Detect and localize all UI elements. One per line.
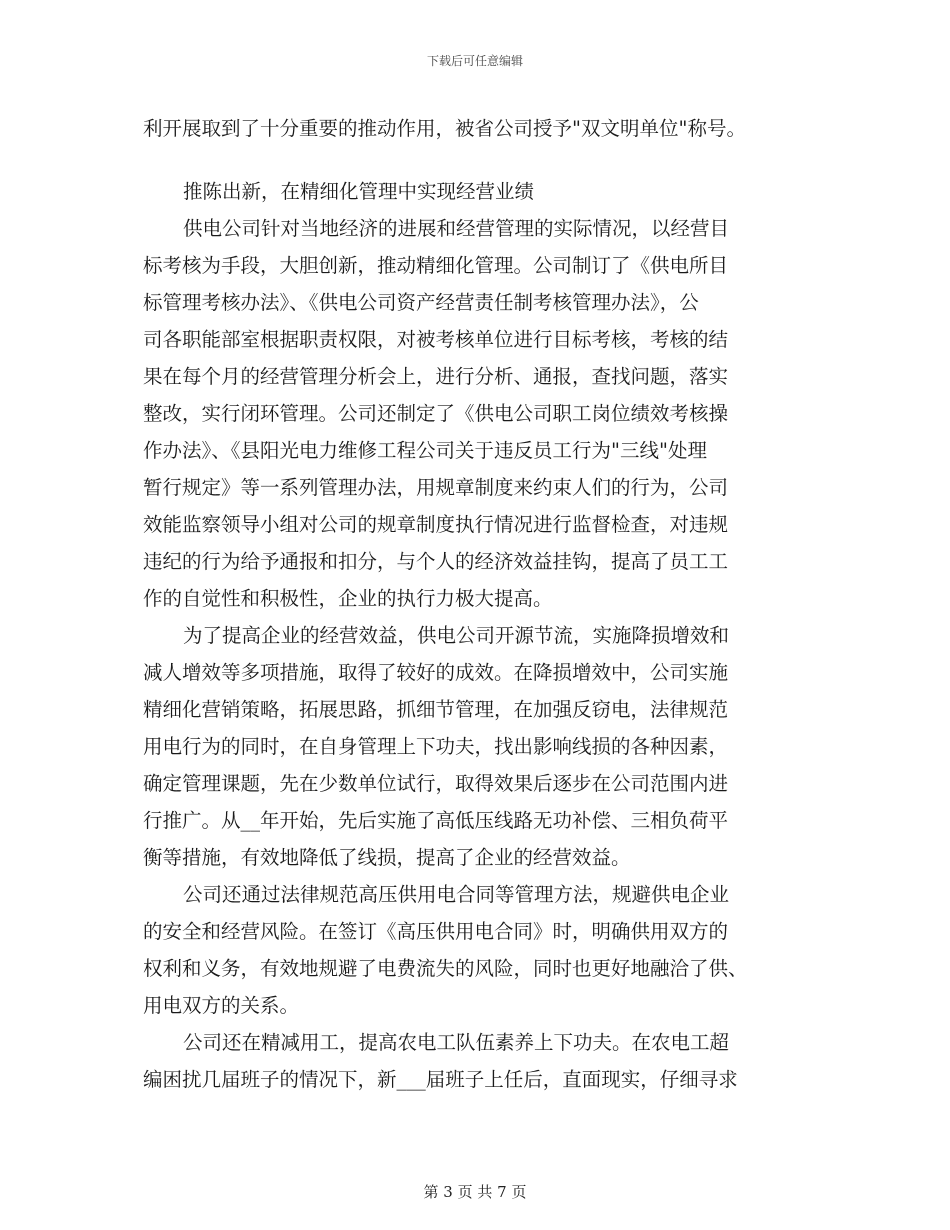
paragraph-line: 公司还在精减用工，提高农电工队伍素养上下功夫。在农电工超 bbox=[183, 1031, 730, 1054]
paragraph-line: 精细化营销策略，拓展思路，抓细节管理，在加强反窃电，法律规范 bbox=[143, 698, 729, 721]
paragraph-line: 的安全和经营风险。在签订《高压供用电合同》时，明确供用双方的 bbox=[143, 920, 729, 943]
paragraph-line: 编困扰几届班子的情况下，新___届班子上任后，直面现实，仔细寻求 bbox=[143, 1068, 738, 1091]
section-heading: 推陈出新，在精细化管理中实现经营业绩 bbox=[183, 180, 535, 203]
paragraph-line: 司各职能部室根据职责权限，对被考核单位进行目标考核，考核的结 bbox=[143, 328, 729, 351]
paragraph-line: 用电行为的同时，在自身管理上下功夫，找出影响线损的各种因素， bbox=[143, 735, 729, 758]
paragraph-line: 行推广。从__年开始，先后实施了高低压线路无功补偿、三相负荷平 bbox=[143, 809, 729, 832]
paragraph-line: 效能监察领导小组对公司的规章制度执行情况进行监督检查，对违规 bbox=[143, 513, 729, 536]
paragraph-line: 作的自觉性和积极性，企业的执行力极大提高。 bbox=[143, 587, 553, 610]
paragraph-line: 果在每个月的经营管理分析会上，进行分析、通报，查找问题，落实 bbox=[143, 365, 729, 388]
paragraph-line: 减人增效等多项措施，取得了较好的成效。在降损增效中，公司实施 bbox=[143, 661, 729, 684]
paragraph-line: 供电公司针对当地经济的进展和经营管理的实际情况，以经营目 bbox=[183, 217, 730, 240]
paragraph-line: 衡等措施，有效地降低了线损，提高了企业的经营效益。 bbox=[143, 846, 631, 869]
body-line: 利开展取到了十分重要的推动作用，被省公司授予"双文明单位"称号。 bbox=[143, 117, 746, 140]
paragraph-line: 标管理考核办法》、《供电公司资产经营责任制考核管理办法》，公 bbox=[143, 291, 699, 314]
paragraph-line: 标考核为手段，大胆创新，推动精细化管理。公司制订了《供电所目 bbox=[143, 254, 729, 277]
paragraph-line: 暂行规定》等一系列管理办法，用规章制度来约束人们的行为，公司 bbox=[143, 476, 729, 499]
paragraph-line: 公司还通过法律规范高压供用电合同等管理方法，规避供电企业 bbox=[183, 883, 730, 906]
paragraph-line: 作办法》、《县阳光电力维修工程公司关于违反员工行为"三线"处理 bbox=[143, 439, 707, 462]
page-number: 第 3 页 共 7 页 bbox=[423, 1183, 527, 1201]
page-header-note: 下载后可任意编辑 bbox=[426, 54, 523, 68]
paragraph-line: 整改，实行闭环管理。公司还制定了《供电公司职工岗位绩效考核操 bbox=[143, 402, 729, 425]
paragraph-line: 违纪的行为给予通报和扣分，与个人的经济效益挂钩，提高了员工工 bbox=[143, 550, 729, 573]
paragraph-line: 确定管理课题，先在少数单位试行，取得效果后逐步在公司范围内进 bbox=[143, 772, 729, 795]
paragraph-line: 用电双方的关系。 bbox=[143, 994, 300, 1017]
paragraph-line: 为了提高企业的经营效益，供电公司开源节流，实施降损增效和 bbox=[183, 624, 730, 647]
paragraph-line: 权利和义务，有效地规避了电费流失的风险，同时也更好地融洽了供、 bbox=[143, 957, 748, 980]
document-body bbox=[143, 110, 805, 1098]
